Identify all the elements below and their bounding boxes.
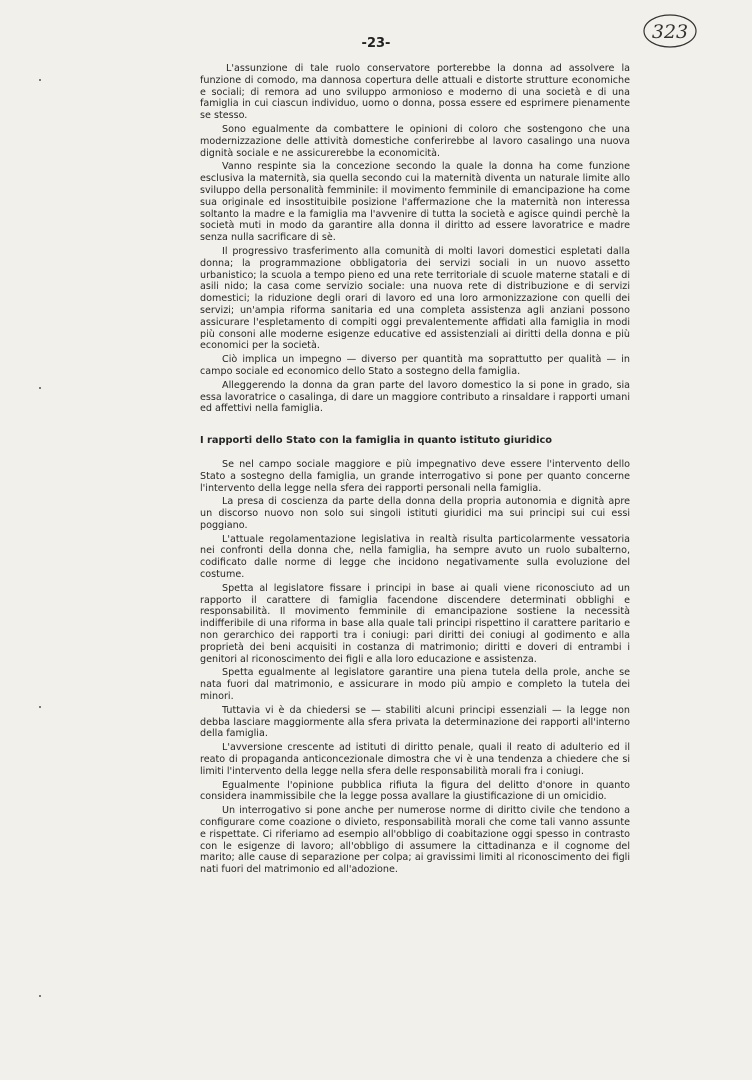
paragraph: Alleggerendo la donna da gran parte del lavoro domestico la si pone in grado, sia essa lavoratrice o casalinga, di dare un maggiore contributo a rinsaldare i rapporti umani ed affettivi nella famiglia. [200,379,630,415]
paragraph: L'assunzione di tale ruolo conservatore porterebbe la donna ad assolvere la funzione di comodo, ma dannosa copertura delle attuali e distorte strutture economiche e sociali; di remora ad uno sviluppo armonioso e moderno di una società e di una famiglia in cui ciascun individuo, uomo o donna, possa essere ed esprimere pienamente se stesso. [200,63,630,122]
paragraph: Un interrogativo si pone anche per numerose norme di diritto civile che tendono a configurare come coazione o divieto, responsabilità morali che come tali vanno assunte e rispettate. Ci riferiamo ad esempio all'obbligo di coabitazione oggi spesso in contrasto con le esigenze di lavoro; all'obbligo di assumere la cittadinanza e il cognome del marito; alle cause di separazione per colpa; ai gravissimi limiti al riconoscimento dei figli nati fuori del matrimonio ed all'adozione. [200,805,630,876]
paragraph: Ciò implica un impegno — diverso per quantità ma soprattutto per qualità — in campo sociale ed economico dello Stato a sostegno della famiglia. [200,354,630,377]
paragraph: Tuttavia vi è da chiedersi se — stabiliti alcuni principi essenziali — la legge non debba lasciare maggiormente alla sfera privata la determinazione dei rapporti all'interno della famiglia. [200,704,630,740]
scan-speck [39,387,41,389]
scan-speck [39,706,41,708]
archive-number-stamp [641,12,699,50]
paragraph: Il progressivo trasferimento alla comunità di molti lavori domestici espletati dalla donna; la programmazione obbligatoria dei servizi sociali in un nuovo assetto urbanistico; la scuola a tempo pieno ed una rete territoriale di scuole materne statali e di asili nido; la casa come servizio sociale: una nuova rete di distribuzione e di servizi domestici; la riduzione degli orari di lavoro ed una loro armonizzazione con quelli dei servizi; un'ampia riforma sanitaria ed una completa assistenza agli anziani possono assicurare l'espletamento di compiti oggi prevalentemente affidati alla famiglia in modi più consoni alle moderne esigenze educative ed assistenziali ai diritti della donna e più economici per la società. [200,245,630,352]
spacer [200,417,630,421]
paragraph: Spetta egualmente al legislatore garantire una piena tutela della prole, anche se nata fuori dal matrimonio, e assicurare in modo più ampio e completo la tutela dei minori. [200,667,630,703]
paragraph: Spetta al legislatore fissare i principi in base ai quali viene riconosciuto ad un rapporto il carattere di famiglia facendone discendere determinati obblighi e responsabilità. Il movimento femminile di emancipazione sostiene la necessità indifferibile di una riforma in base alla quale tali principi rispettino il carattere paritario e non gerarchico dei rapporti tra i coniugi: pari diritti dei coniugi al godimento e alla proprietà dei beni acquisiti in costanza di matrimonio; diritti e doveri di entrambi i genitori al riconoscimento dei figli e alla loro educazione e assistenza. [200,582,630,665]
paragraph: La presa di coscienza da parte della donna della propria autonomia e dignità apre un discorso nuovo non solo sui singoli istituti giuridici ma sui principi sui cui essi poggiano. [200,496,630,531]
paragraph: Se nel campo sociale maggiore e più impegnativo deve essere l'intervento dello Stato a sostegno della famiglia, un grande interrogativo si pone per quanto concerne l'intervento della legge nella sfera dei rapporti personali nella famiglia. [200,458,630,494]
scan-speck [39,79,41,81]
paragraph: Egualmente l'opinione pubblica rifiuta la figura del delitto d'onore in quanto considera inammissibile che la legge possa avallare la giustificazione di un omicidio. [200,779,630,803]
section-heading: I rapporti dello Stato con la famiglia in quanto istituto giuridico [200,435,553,447]
page-number: -23- [361,36,391,51]
paragraph: Sono egualmente da combattere le opinioni di coloro che sostengono che una modernizzazione delle attività domestiche conferirebbe al lavoro casalingo una nuova dignità sociale e ne assicurerebbe la economicità. [200,123,630,159]
body-text [200,63,630,878]
paragraph: Vanno respinte sia la concezione secondo la quale la donna ha come funzione esclusiva la maternità, sia quella secondo cui la maternità diventa un naturale limite allo sviluppo della personalità femminile: il movimento femminile di emancipazione ha come sua originale ed insostituibile posizione l'affermazione che la maternità non interessa soltanto la madre e la famiglia ma l'avvenire di tutta la società e agisce quindi perchè la società muti in modo da garantire alla donna il diritto ad essere lavoratrice e madre senza nulla sacrificare di sè. [200,161,630,244]
paragraph: L'attuale regolamentazione legislativa in realtà risulta particolarmente vessatoria nei confronti della donna che, nella famiglia, ha sempre avuto un ruolo subalterno, codificato dalle norme di legge che incidono negativamente sulla evoluzione del costume. [200,533,630,581]
handwritten-circle-icon [641,12,699,50]
scan-speck [39,995,41,997]
svg-text:323: 323 [651,21,689,43]
paragraph: L'avversione crescente ad istituti di diritto penale, quali il reato di adulterio ed il reato di propaganda anticoncezionale dimostra che vi è una tendenza a chiedere che si limiti l'intervento della legge nella sfera delle responsabilità morali fra i coniugi. [200,742,630,777]
